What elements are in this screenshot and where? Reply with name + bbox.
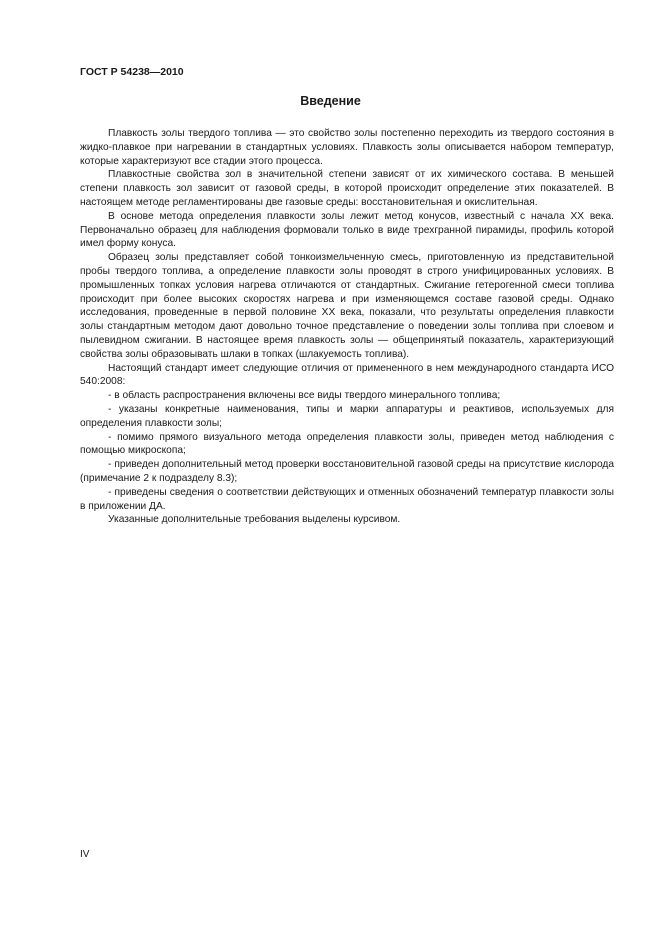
paragraph-differences: Настоящий стандарт имеет следующие отличия от примененного в нем международного стандарта ИСО 540:2008: (80, 362, 614, 388)
paragraph-italics-note: Указанные дополнительные требования выделены курсивом. (108, 514, 401, 526)
list-item: - приведены сведения о соответствии действующих и отменных обозначений температур плавкости золы в приложении ДА. (80, 486, 614, 512)
document-header: ГОСТ Р 54238—2010 (80, 66, 184, 78)
list-item: - указаны конкретные наименования, типы и марки аппаратуры и реактивов, используемых для определения плавкости золы; (80, 403, 614, 429)
section-title: Введение (300, 94, 361, 108)
paragraph-cone-method: В основе метода определения плавкости золы лежит метод конусов, известный с начала XX века. Первоначально образец для наблюдения формовали только в виде трехгранной пирамиды, профиль которой имел форму конуса. (80, 210, 614, 250)
body-text (80, 127, 614, 527)
paragraph-composition: Плавкостные свойства зол в значительной степени зависят от их химического состава. В меньшей степени плавкость зол зависит от газовой среды, в которой происходит определение этих показателей. В настоящем методе регламентированы две газовые среды: восстановительная и окислительная. (80, 169, 614, 208)
paragraph-sample: Образец золы представляет собой тонкоизмельченную смесь, приготовленную из представительной пробы твердого топлива, а определение плавкости золы проводят в строго унифицированных условиях. В промышленных топках условия нагрева отличаются от стандартных. Сжигание гетерогенной смеси топлива происходит при более высоких скоростях нагрева и при изменяющемся составе газовой среды. Однако исследования, проведенные в первой половине XX века, показали, что результаты определения плавкости золы стандартным методом дают довольно точное представление о поведении золы топлива при слоевом и пылевидном сжигании. В настоящее время плавкость золы — общепринятый показатель, характеризующий свойства золы образовывать шлаки в топках (шлакуемость топлива). (80, 252, 614, 360)
list-item: - приведен дополнительный метод проверки восстановительной газовой среды на присутствие кислорода (примечание 2 к подразделу 8.3); (80, 459, 614, 484)
list-item: - помимо прямого визуального метода определения плавкости золы, приведен метод наблюдения с помощью микроскопа; (80, 431, 614, 457)
paragraph-definition: Плавкость золы твердого топлива — это свойство золы постепенно переходить из твердого состояния в жидко-плавкое при нагревании в стандартных условиях. Плавкость золы описывается набором температур, которые характеризуют все стадии этого процесса. (80, 128, 614, 167)
list-item: - в область распространения включены все виды твердого минерального топлива; (108, 390, 501, 402)
page-number: IV (80, 849, 90, 860)
